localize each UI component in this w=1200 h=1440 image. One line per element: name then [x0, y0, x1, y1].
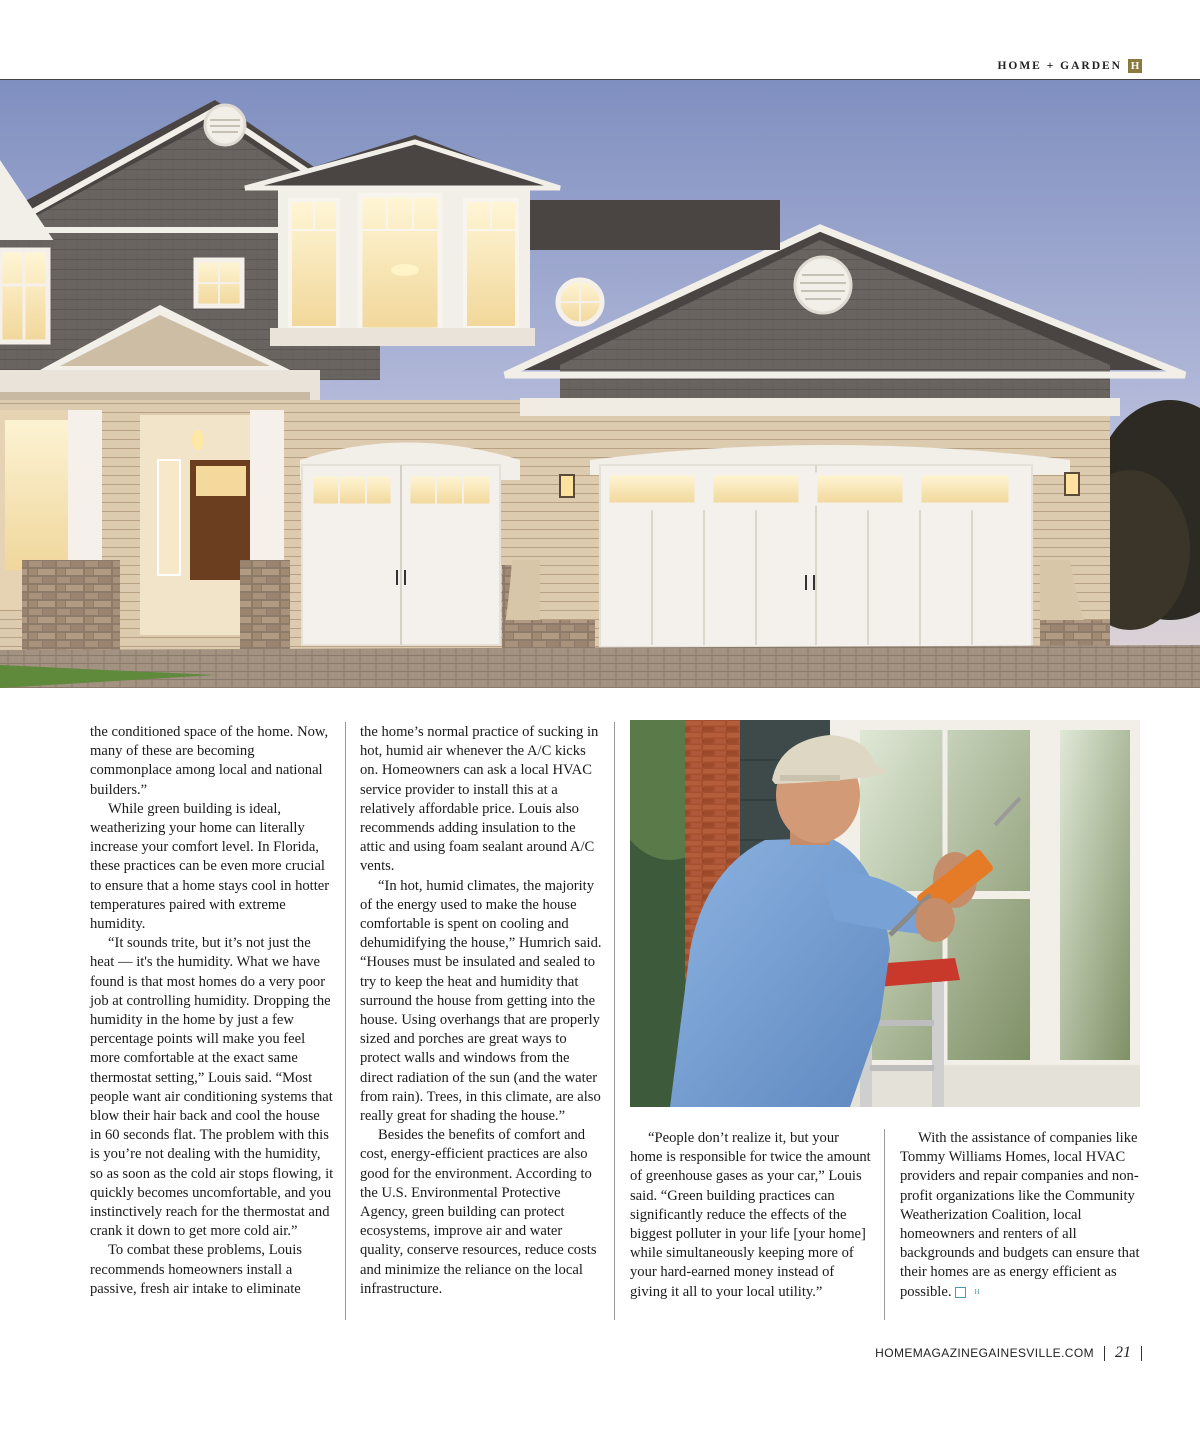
page-number: 21: [1115, 1344, 1131, 1361]
footer-divider: [1141, 1346, 1142, 1361]
caulking-window-photo: [630, 720, 1140, 1107]
section-title: HOME + GARDEN: [997, 60, 1122, 72]
text-column-3: [630, 1129, 874, 1302]
page-footer: [875, 1344, 1142, 1362]
footer-divider: [1104, 1346, 1105, 1361]
paragraph: “People don’t realize it, but your home is responsible for twice the amount of greenhouse gases as your car,” Louis said. “Green building practices can significantly reduce the effects of the biggest polluter in your life [your home] while simultaneously keeping more of your hard-earned money instead of giving it all to your local utility.”: [630, 1130, 871, 1300]
paragraph: the conditioned space of the home. Now, many of these are becoming commonplace among local and national builders.”: [90, 724, 329, 798]
section-header: [997, 59, 1142, 73]
hero-house-photo: [0, 80, 1200, 688]
text-column-2: [360, 723, 604, 1299]
paragraph: To combat these problems, Louis recommends homeowners install a passive, fresh air intake to eliminate: [90, 1242, 302, 1297]
paragraph: With the assistance of companies like Tommy Williams Homes, local HVAC providers and repair companies and non-profit organizations like the Community Weatherization Coalition, local homeowners and renters of all backgrounds and budgets can ensure that their homes are as energy efficient as possible.: [900, 1130, 1140, 1300]
column-divider: [614, 722, 615, 1320]
paragraph: “It sounds trite, but it’s not just the heat — it's the humidity. What we have found is that most homes do a very poor job at controlling humidity. Dropping the humidity in the home by just a few percentage points will make you feel more comfortable at the exact same thermostat setting,” Louis said. “Most people want air conditioning systems that blow their hair back and cool the house in 60 seconds flat. The problem with this is you’re not dealing with the humidity, so as soon as the cold air stops flowing, it quickly becomes uncomfortable, and you instinctively reach for the thermostat and crank it down to get more cold air.”: [90, 935, 334, 1240]
column-divider: [884, 1129, 885, 1320]
text-column-4: [900, 1129, 1144, 1302]
text-column-1: [90, 723, 334, 1299]
section-badge: H: [1128, 59, 1142, 73]
footer-site: HOMEMAGAZINEGAINESVILLE.COM: [875, 1346, 1094, 1360]
paragraph: Besides the benefits of comfort and cost, energy-efficient practices are also good for the environment. According to the U.S. Environmental Protective Agency, green building can protect ecosystems, improve air and water quality, conserve resources, reduce costs and minimize the reliance on the local infrastructure.: [360, 1127, 597, 1297]
column-divider: [345, 722, 346, 1320]
end-mark-icon: H: [955, 1287, 966, 1298]
paragraph: the home’s normal practice of sucking in hot, humid air whenever the A/C kicks on. Homeowners can ask a local HVAC service provider to install this at a relatively affordable price. Louis also recommends adding insulation to the attic and using foam sealant around A/C vents.: [360, 724, 599, 875]
paragraph: “In hot, humid climates, the majority of the energy used to make the house comfortable is spent on cooling and dehumidifying the house,” Humrich said. “Houses must be insulated and sealed to try to keep the heat and humidity that surround the house from getting into the house. Using overhangs that are properly sized and porches are great ways to protect walls and windows from the direct radiation of the sun (and the water from rain). Trees, in this climate, are also really great for shading the house.”: [360, 877, 602, 1125]
paragraph: While green building is ideal, weatherizing your home can literally increase your comfort level. In Florida, these practices can be even more crucial to ensure that a home stays cool in hotter temperatures paired with extreme humidity.: [90, 800, 330, 933]
